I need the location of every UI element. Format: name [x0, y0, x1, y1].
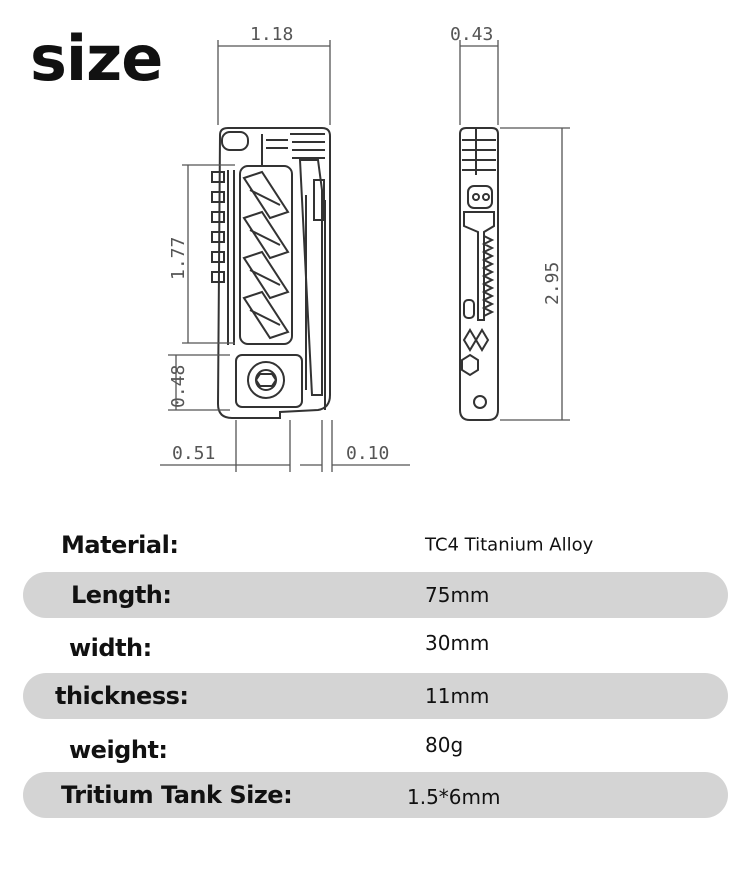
side-view	[460, 128, 498, 420]
spec-value: 30mm	[425, 631, 490, 656]
spec-row-width	[23, 625, 728, 671]
spec-value: 80g	[425, 733, 464, 758]
dim-width-top: 1.18	[250, 24, 294, 45]
side-dimension-lines	[460, 40, 570, 420]
spec-row-tritium-tank-size	[23, 772, 728, 818]
spec-value: 11mm	[425, 684, 490, 708]
grip-teeth	[212, 172, 224, 282]
dim-side-thickness: 0.43	[450, 24, 494, 45]
dim-height-window: 1.77	[168, 236, 189, 280]
spec-label: Length:	[71, 581, 172, 609]
spec-label: thickness:	[55, 682, 189, 710]
page-title: size	[30, 22, 163, 95]
spec-row-material	[23, 522, 728, 568]
spec-row-thickness	[23, 673, 728, 719]
spec-row-weight	[23, 727, 728, 773]
dim-clip-offset: 0.10	[346, 443, 390, 464]
spec-value: 1.5*6mm	[407, 785, 501, 810]
dim-side-length: 2.95	[542, 261, 563, 305]
spec-value: TC4 Titanium Alloy	[425, 534, 594, 556]
dim-height-bottom: 0.48	[168, 364, 189, 408]
serration	[484, 236, 492, 316]
spec-label: Material:	[61, 531, 179, 559]
front-view	[212, 128, 330, 418]
spec-value: 75mm	[425, 583, 490, 607]
spec-label: width:	[69, 634, 152, 662]
spec-row-length	[23, 572, 728, 618]
tritium-slots	[244, 172, 288, 338]
dim-width-bottom: 0.51	[172, 443, 216, 464]
spec-label: weight:	[69, 736, 168, 764]
spec-label: Tritium Tank Size:	[61, 781, 293, 809]
